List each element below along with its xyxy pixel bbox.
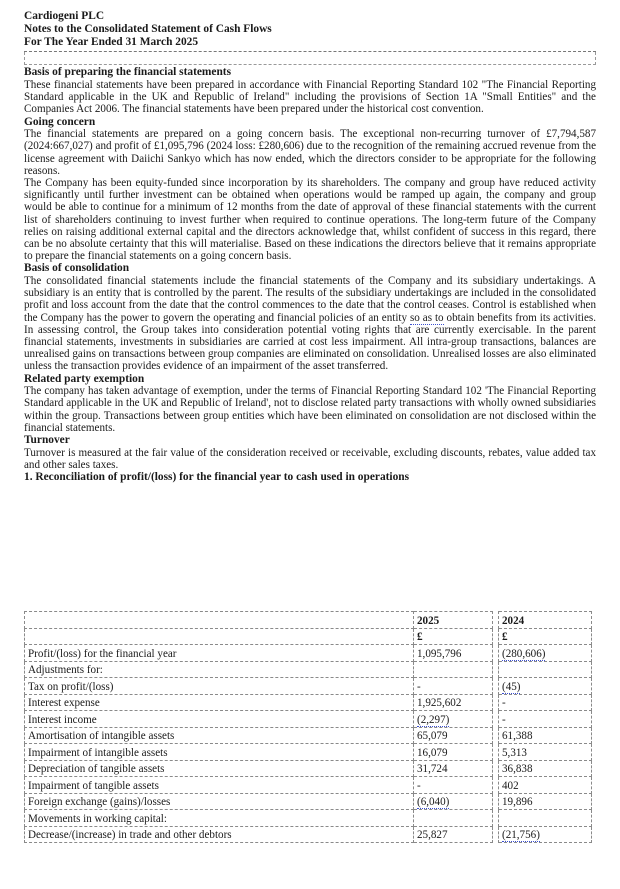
value-2024: 61,388 [499, 727, 592, 744]
row-label: Adjustments for: [25, 661, 414, 678]
year-2024-header: 2024 [499, 612, 592, 629]
basis-preparing-heading: Basis of preparing the financial statements [24, 66, 232, 79]
going-concern-heading: Going concern [24, 115, 96, 128]
value-2025 [414, 793, 493, 810]
turnover-text: Turnover is measured at the fair value of the consideration received or receivable, excluding discounts, rebates, value added tax and other sales taxes. [24, 446, 596, 471]
value-2025: 25,827 [414, 826, 493, 843]
consolidation-text-part-a: The consolidated financial statements include the financial statements of the Company and its subsidiary undertakings. A subsidiary is an entity that is controlled by the parent. The results of the subsidiary undertakings are included in the consolidated profit and loss account from the date that the control commences to the date that the control ceases. Control is established when the Company has the power to govern the operating and financial policies of an entity [24, 275, 596, 324]
consolidation-text-part-b: obtain benefits from its activities. In assessing control, the Group takes into consideration potential voting rights that are currently exercisable. In the parent financial statements, investments in subsidiaries are carried at cost less impairment. All intra-group transactions, balances are unrealised gains on transactions between group companies are eliminated on consolidation. Unrealised losses are also eliminated unless the transaction provides evidence of an impairment of the asset transferred. [24, 311, 596, 373]
table-row [25, 810, 592, 827]
value-2025: 1,925,602 [414, 694, 493, 711]
table-row [25, 711, 592, 728]
value-2025: - [414, 777, 493, 794]
reconciliation-table [24, 611, 592, 843]
basis-consolidation-text [24, 275, 596, 373]
row-label: Profit/(loss) for the financial year [25, 645, 414, 662]
row-label: Foreign exchange (gains)/losses [25, 793, 414, 810]
going-concern-text-1: The financial statements are prepared on a going concern basis. The exceptional non-recurring turnover of £7,794,587 (2024:667,027) and profit of £1,095,796 (2024 loss: £280,606) due to the recognition of the remaining accrued revenue from the license agreement with Daiichi Sankyo which has now ended, which the directors consider to be appropriate for the following reasons. [24, 128, 596, 177]
row-label: Impairment of intangible assets [25, 744, 414, 761]
notes-page [24, 10, 596, 484]
table-row [25, 694, 592, 711]
row-label: Impairment of tangible assets [25, 777, 414, 794]
row-label: Decrease/(increase) in trade and other debtors [25, 826, 414, 843]
turnover-heading: Turnover [24, 434, 70, 447]
consolidation-text-underlined: so as to [409, 311, 444, 324]
value-2024 [499, 678, 592, 695]
value-2025 [414, 711, 493, 728]
currency-label-cell [25, 628, 414, 645]
row-label: Depreciation of tangible assets [25, 760, 414, 777]
value-2024 [499, 645, 592, 662]
year-header-row [25, 612, 592, 629]
value-2025: 1,095,796 [414, 645, 493, 662]
reconciliation-table-body [25, 612, 592, 843]
value-2024 [499, 810, 592, 827]
blank-box [24, 52, 596, 65]
reconciliation-title: 1. Reconciliation of profit/(loss) for the financial year to cash used in operations [24, 471, 410, 484]
table-row [25, 777, 592, 794]
table-row [25, 760, 592, 777]
basis-consolidation-heading: Basis of consolidation [24, 262, 130, 275]
value-2025 [414, 661, 493, 678]
table-row [25, 727, 592, 744]
basis-preparing-text: These financial statements have been prepared in accordance with Financial Reporting Standard 102 "The Financial Reporting Standard applicable in the UK and Republic of Ireland" including the provisions of Section 1A "Small Entities" and the Companies Act 2006. The financial statements have been prepared under the historical cost convention. [24, 78, 596, 116]
company-name: Cardiogeni PLC [24, 10, 105, 22]
value-2025: - [414, 678, 493, 695]
table-row [25, 661, 592, 678]
table-row [25, 793, 592, 810]
table-row [25, 826, 592, 843]
year-2025-header: 2025 [414, 612, 493, 629]
negative-amount: (280,606) [502, 647, 546, 660]
value-2024: 36,838 [499, 760, 592, 777]
table-row [25, 744, 592, 761]
value-2025 [414, 810, 493, 827]
table-row [25, 645, 592, 662]
value-2024 [499, 661, 592, 678]
period-label: For The Year Ended 31 March 2025 [24, 35, 199, 48]
currency-header-row [25, 628, 592, 645]
row-label: Movements in working capital: [25, 810, 414, 827]
row-label: Interest expense [25, 694, 414, 711]
going-concern-text-2: The Company has been equity-funded since incorporation by its shareholders. The company and group have reduced activity significantly until further investment can be obtained when operations would be ramped up again, the company and group would be able to continue for a minimum of 12 months from the date of approval of these financial statements with the current list of shareholders continuing to invest further when required to continue operations. The long-term future of the Company relies on raising additional external capital and the directors acknowledge that, whilst confident of success in this regard, there can be no absolute certainty that this will materialise. Based on these indications the directors believe that it remains appropriate to prepare the financial statements on a going concern basis. [24, 177, 596, 263]
value-2024: - [499, 711, 592, 728]
value-2024 [499, 826, 592, 843]
value-2024: 402 [499, 777, 592, 794]
negative-amount: (2,297) [417, 713, 450, 726]
value-2024: 5,313 [499, 744, 592, 761]
header-label-cell [25, 612, 414, 629]
related-party-heading: Related party exemption [24, 372, 145, 385]
value-2024: - [499, 694, 592, 711]
row-label: Amortisation of intangible assets [25, 727, 414, 744]
related-party-text: The company has taken advantage of exemption, under the terms of Financial Reporting Standard 102 'The Financial Reporting Standard applicable in the UK and Republic of Ireland', not to disclose related party transactions with wholly owned subsidiaries within the group. Transactions between group entities which have been eliminated on consolidation are not disclosed within the financial statements. [24, 385, 596, 434]
document-subtitle: Notes to the Consolidated Statement of Cash Flows [24, 22, 272, 35]
value-2024: 19,896 [499, 793, 592, 810]
table-row [25, 678, 592, 695]
negative-amount: (21,756) [502, 829, 540, 841]
value-2025: 16,079 [414, 744, 493, 761]
currency-2025: £ [414, 628, 493, 645]
value-2025: 31,724 [414, 760, 493, 777]
row-label: Tax on profit/(loss) [25, 678, 414, 695]
negative-amount: (45) [502, 680, 521, 693]
negative-amount: (6,040) [417, 796, 450, 808]
currency-2024: £ [499, 628, 592, 645]
row-label: Interest income [25, 711, 414, 728]
value-2025: 65,079 [414, 727, 493, 744]
